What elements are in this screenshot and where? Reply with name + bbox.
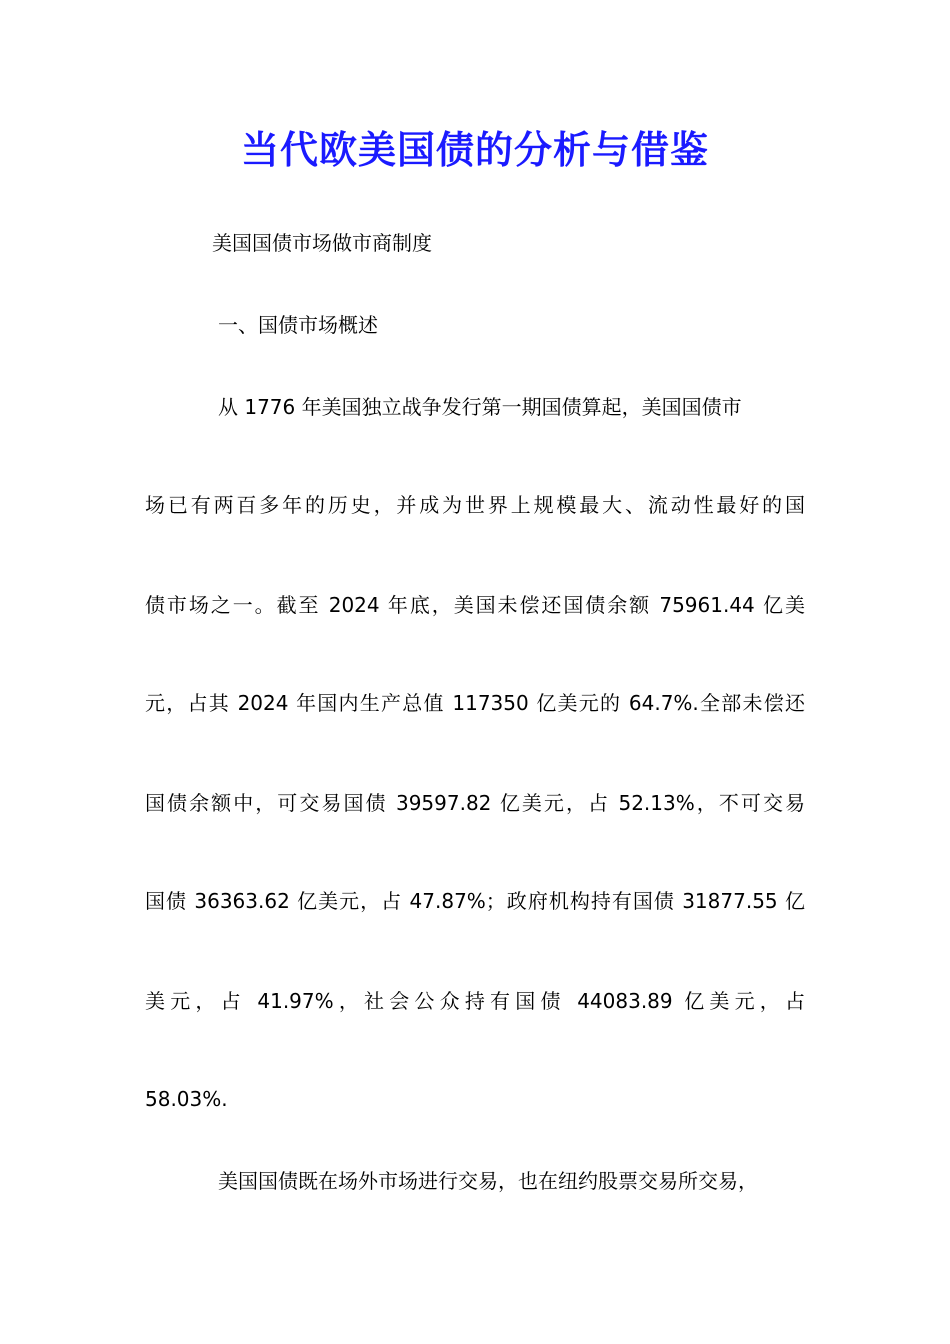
paragraph-line: 美国国债既在场外市场进行交易，也在纽约股票交易所交易， — [218, 1169, 758, 1193]
section-heading: 一、国债市场概述 — [218, 313, 378, 337]
paragraph-line: 元，占其 2024 年国内生产总值 117350 亿美元的 64.7%.全部未偿还 — [145, 691, 805, 715]
document-title: 当代欧美国债的分析与借鉴 — [240, 128, 709, 172]
paragraph-line: 债市场之一。截至 2024 年底，美国未偿还国债余额 75961.44 亿美 — [145, 593, 805, 617]
paragraph-line: 美元，占 41.97%，社会公众持有国债 44083.89 亿美元，占 — [145, 989, 805, 1013]
document-subtitle: 美国国债市场做市商制度 — [212, 231, 432, 255]
paragraph-line: 从 1776 年美国独立战争发行第一期国债算起，美国国债市 — [218, 395, 742, 419]
paragraph-line: 国债余额中，可交易国债 39597.82 亿美元，占 52.13%，不可交易 — [145, 791, 805, 815]
paragraph-line: 58.03%. — [145, 1087, 228, 1111]
paragraph-line: 国债 36363.62 亿美元，占 47.87%；政府机构持有国债 31877.55 亿 — [145, 889, 805, 913]
paragraph-line: 场已有两百多年的历史，并成为世界上规模最大、流动性最好的国 — [145, 493, 805, 517]
